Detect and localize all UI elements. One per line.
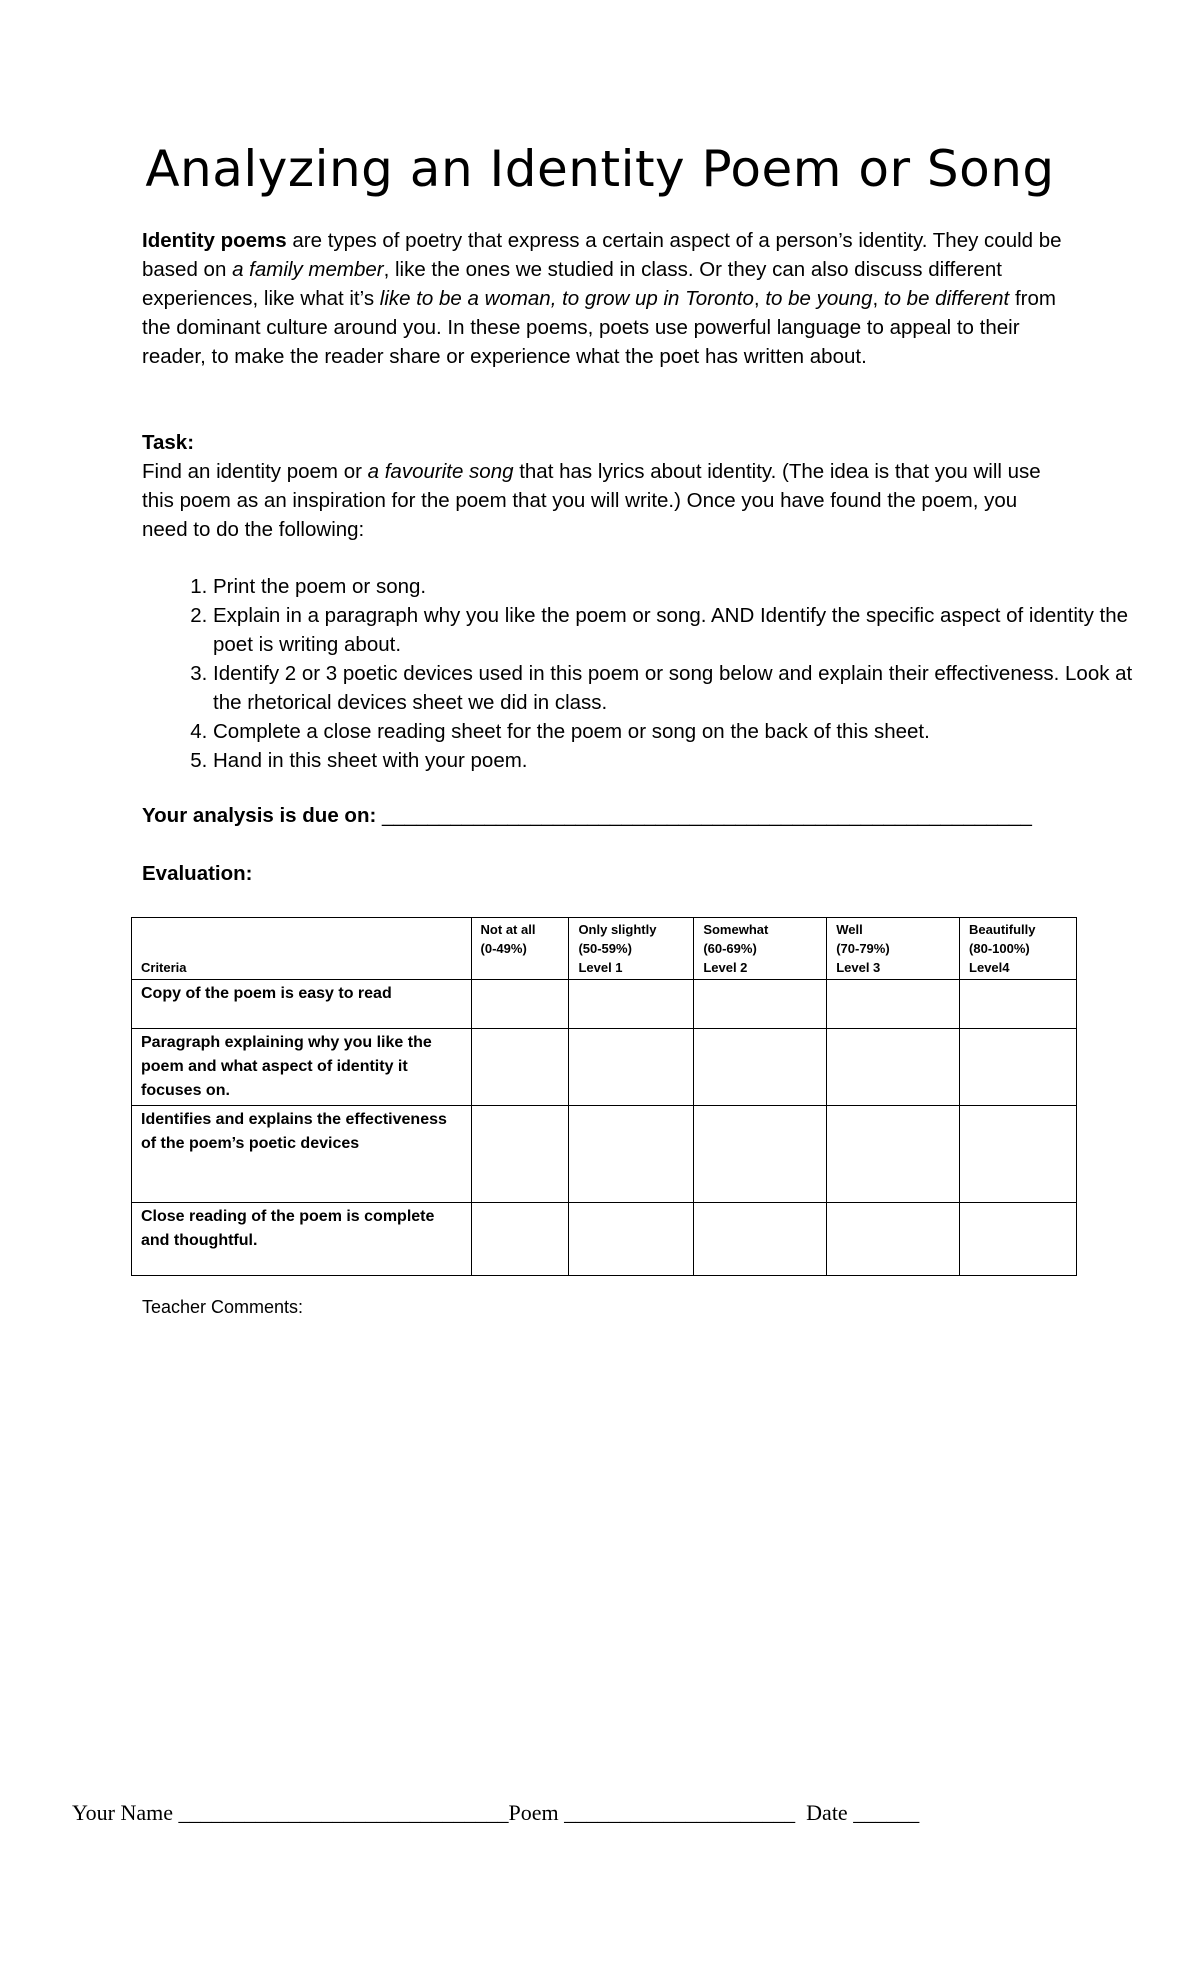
level-name: Not at all	[480, 922, 536, 937]
score-cell[interactable]	[471, 1203, 569, 1276]
level-range: (80-100%)	[969, 941, 1030, 956]
steps-list	[142, 572, 1133, 775]
score-cell[interactable]	[569, 1029, 694, 1106]
level-header	[827, 918, 960, 980]
intro-text: , like the ones we studied in class. Or they can also discuss different experiences, like what it’s	[142, 258, 1002, 310]
task-heading: Task:	[142, 431, 195, 454]
criteria-cell: Paragraph explaining why you like the poem and what aspect of identity it focuses on.	[132, 1029, 472, 1106]
name-label: Your Name	[72, 1800, 174, 1825]
name-blank[interactable]: ______________________________	[173, 1800, 509, 1825]
level-range: (50-59%)	[578, 941, 632, 956]
criteria-cell: Identifies and explains the effectiveness of the poem’s poetic devices	[132, 1106, 472, 1203]
intro-italic: to be different	[883, 287, 1010, 310]
level-range: (0-49%)	[480, 941, 527, 956]
level-header	[569, 918, 694, 980]
score-cell[interactable]	[694, 1029, 827, 1106]
score-cell[interactable]	[569, 980, 694, 1029]
score-cell[interactable]	[827, 1029, 960, 1106]
intro-text: are types of poetry that express a certain aspect of a person’s identity. They could be based on	[142, 229, 1062, 281]
intro-paragraph	[142, 226, 1062, 371]
intro-text: ,	[753, 287, 766, 310]
score-cell[interactable]	[694, 1203, 827, 1276]
score-cell[interactable]	[827, 980, 960, 1029]
due-blank[interactable]: _________________________________________________________	[376, 804, 1032, 827]
level-name: Somewhat	[703, 922, 769, 937]
score-cell[interactable]	[960, 1029, 1077, 1106]
list-item: 2. Explain in a paragraph why you like the poem or song. AND Identify the specific aspect of identity the poet is writing about.	[213, 601, 1133, 659]
criteria-header: Criteria	[132, 918, 472, 980]
poem-label: Poem	[508, 1800, 559, 1825]
table-row	[132, 980, 1077, 1029]
intro-italic: a family member	[232, 258, 384, 281]
table-row	[132, 1106, 1077, 1203]
level-number: Level4	[969, 960, 1010, 975]
list-item: 4. Complete a close reading sheet for the poem or song on the back of this sheet.	[213, 717, 1133, 746]
task-italic: a favourite song	[367, 460, 514, 483]
level-header	[960, 918, 1077, 980]
level-header	[471, 918, 569, 980]
level-number: Level 1	[578, 960, 623, 975]
level-number: Level 3	[836, 960, 881, 975]
level-number: Level 2	[703, 960, 748, 975]
score-cell[interactable]	[827, 1106, 960, 1203]
criteria-cell: Copy of the poem is easy to read	[132, 980, 472, 1029]
level-header	[694, 918, 827, 980]
table-row	[132, 1203, 1077, 1276]
date-label: Date	[795, 1800, 848, 1825]
evaluation-heading: Evaluation:	[142, 862, 253, 885]
teacher-comments-label: Teacher Comments:	[142, 1297, 304, 1317]
due-label: Your analysis is due on:	[142, 804, 377, 827]
list-item: 3. Identify 2 or 3 poetic devices used in this poem or song below and explain their effectiveness. Look at the rhetorical devices sheet we did in class.	[213, 659, 1133, 717]
task-text: Find an identity poem or	[142, 460, 368, 483]
task-text: that has lyrics about identity. (The idea is that you will use this poem as an inspiration for the poem that you will write.) Once you have found the poem, you need to do the following:	[142, 460, 1041, 541]
score-cell[interactable]	[471, 1029, 569, 1106]
score-cell[interactable]	[471, 980, 569, 1029]
task-section	[142, 428, 1062, 544]
due-date-line[interactable]	[142, 804, 1032, 828]
table-row	[132, 1029, 1077, 1106]
intro-italic: to be young	[765, 287, 873, 310]
score-cell[interactable]	[960, 1106, 1077, 1203]
intro-text: ,	[872, 287, 884, 310]
rubric-header-row	[132, 918, 1077, 980]
intro-italic: like to be a woman, to grow up in Toronto	[379, 287, 754, 310]
date-blank[interactable]: ______	[847, 1800, 920, 1825]
score-cell[interactable]	[960, 980, 1077, 1029]
list-item: 5. Hand in this sheet with your poem.	[213, 746, 1133, 775]
level-name: Well	[836, 922, 863, 937]
criteria-cell: Close reading of the poem is complete and thoughtful.	[132, 1203, 472, 1276]
score-cell[interactable]	[471, 1106, 569, 1203]
level-range: (60-69%)	[703, 941, 757, 956]
list-item: 1. Print the poem or song.	[213, 572, 1133, 601]
score-cell[interactable]	[694, 980, 827, 1029]
score-cell[interactable]	[569, 1106, 694, 1203]
score-cell[interactable]	[569, 1203, 694, 1276]
signature-line	[72, 1800, 919, 1826]
score-cell[interactable]	[694, 1106, 827, 1203]
intro-text: from the dominant culture around you. In these poems, poets use powerful language to appeal to their reader, to make the reader share or experience what the poet has written about.	[142, 287, 1056, 368]
rubric-table	[131, 917, 1077, 1276]
level-range: (70-79%)	[836, 941, 890, 956]
poem-blank[interactable]: _____________________	[558, 1800, 796, 1825]
level-name: Only slightly	[578, 922, 657, 937]
page-title: Analyzing an Identity Poem or Song	[145, 140, 1055, 198]
score-cell[interactable]	[960, 1203, 1077, 1276]
level-name: Beautifully	[969, 922, 1036, 937]
score-cell[interactable]	[827, 1203, 960, 1276]
intro-bold-lead: Identity poems	[142, 229, 287, 252]
